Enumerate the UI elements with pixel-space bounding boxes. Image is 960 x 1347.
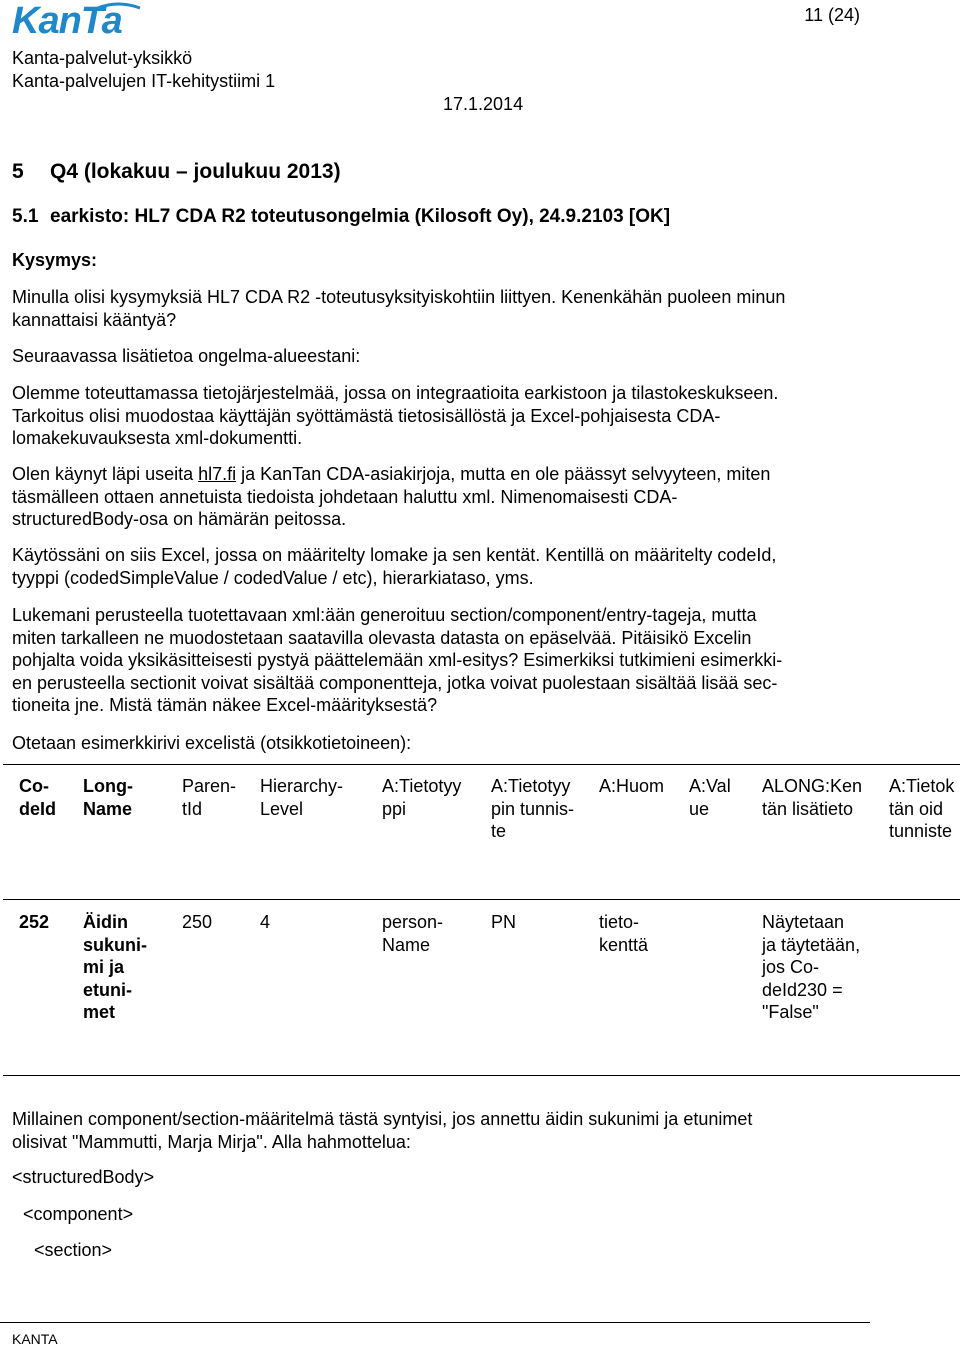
paragraph-question-structure: Millainen component/section-määritelmä tästä syntyisi, jos annettu äidin sukunimi ja etunimet olisivat "Mammutti, Marja Mirja". Alla hahmottelua: [12, 1109, 753, 1152]
org-name: Kanta-palvelut-yksikkö [12, 48, 193, 68]
table-header-cell: ALONG:Ken tän lisätieto [762, 776, 863, 819]
table-header-cell: A:Tietok tän oid tunniste [889, 776, 955, 842]
table-header-cell: Paren- tId [182, 776, 237, 819]
table-cell: PN [491, 912, 517, 932]
table-cell: 250 [182, 912, 213, 932]
table-cell: 4 [260, 912, 271, 932]
paragraph-excel: Käytössäni on siis Excel, jossa on määritelty lomake ja sen kentät. Kentillä on määritelty codeId, tyyppi (codedSimpleValue / codedValue / etc), hierarkiataso, yms. [12, 545, 777, 588]
paragraph-question: Minulla olisi kysymyksiä HL7 CDA R2 -toteutusyksityiskohtiin liittyen. Kenenkähän puoleen minun kannattaisi kääntyä? [12, 287, 786, 330]
code-component: <component> [23, 1204, 134, 1224]
footer-text: KANTA [12, 1331, 58, 1347]
table-cell: tieto- kenttä [599, 912, 649, 955]
table-cell: Näytetaan ja täytetään, jos Co- deId230 = "False" [762, 912, 861, 1023]
paragraph-xml: Lukemani perusteella tuotettavaan xml:ään generoituu section/component/entry-tageja, mutta miten tarkalleen ne muodostetaan saatavilla olevasta datasta on epäselvää. Pitäisikö Excelin pohjalta voida yksikäsitteisesti pystyä päättelemään xml-esitys? Esimerkiksi tutkimieni esimerkki- en perusteella sectionit voivat sisältää componentteja, jotka voivat puolestaan sisältää lisää sec- tioneita jne. Mistä tämän näkee Excel-määrityksestä? [12, 605, 783, 716]
svg-text:KanTa: KanTa [12, 2, 122, 38]
section-title: Q4 (lokakuu – joulukuu 2013) [50, 160, 341, 183]
document-date: 17.1.2014 [443, 94, 524, 114]
paragraph-intro: Seuraavassa lisätietoa ongelma-alueestani: [12, 346, 361, 366]
excel-example-table [3, 764, 960, 1076]
table-cell: Äidin sukuni- mi ja etuni- met [83, 912, 148, 1023]
table-header-cell: Hierarchy- Level [260, 776, 344, 819]
subsection-title: earkisto: HL7 CDA R2 toteutusongelmia (Kilosoft Oy), 24.9.2103 [OK] [50, 206, 671, 227]
code-structured-body: <structuredBody> [12, 1167, 155, 1187]
table-header-cell: Co- deId [19, 776, 57, 819]
question-label: Kysymys: [12, 250, 98, 270]
table-cell: person- Name [382, 912, 444, 955]
subsection-number: 5.1 [12, 206, 39, 227]
table-header-cell: A:Tietotyy pin tunnis- te [491, 776, 575, 842]
table-row [3, 900, 960, 1076]
footer-divider [0, 1322, 870, 1323]
table-header-cell: A:Val ue [689, 776, 731, 819]
page-number: 11 (24) [804, 5, 860, 25]
hl7-link[interactable]: hl7.fi [198, 464, 237, 484]
section-heading [12, 160, 341, 184]
table-header-cell: A:Tietotyy ppi [382, 776, 462, 819]
table-cell: 252 [19, 912, 50, 932]
table-header-cell: Long- Name [83, 776, 133, 819]
section-number: 5 [12, 160, 24, 183]
paragraph-context: Olemme toteuttamassa tietojärjestelmää, jossa on integraatioita earkistoon ja tilastokeskukseen. Tarkoitus olisi muodostaa käyttäjän syöttämästä tietosisällöstä ja Excel-pohjaisesta CDA- lomakekuvauksesta xml-dokumentti. [12, 383, 779, 449]
team-name: Kanta-palvelujen IT-kehitystiimi 1 [12, 71, 276, 91]
paragraph-docs: Olen käynyt läpi useita hl7.fi ja KanTan CDA-asiakirjoja, mutta en ole päässyt selvyyteen, miten täsmälleen ottaen annetuista tiedoista johdetaan haluttu xml. Nimenomaisesti CDA- structuredBody-osa on hämärän peitossa. [12, 464, 771, 530]
table-header-row [3, 765, 960, 900]
subsection-heading [12, 206, 670, 228]
table-header-cell: A:Huom [599, 776, 665, 796]
kanta-logo [12, 2, 142, 38]
code-section: <section> [34, 1240, 113, 1260]
paragraph-example: Otetaan esimerkkirivi excelistä (otsikkotietoineen): [12, 733, 412, 753]
